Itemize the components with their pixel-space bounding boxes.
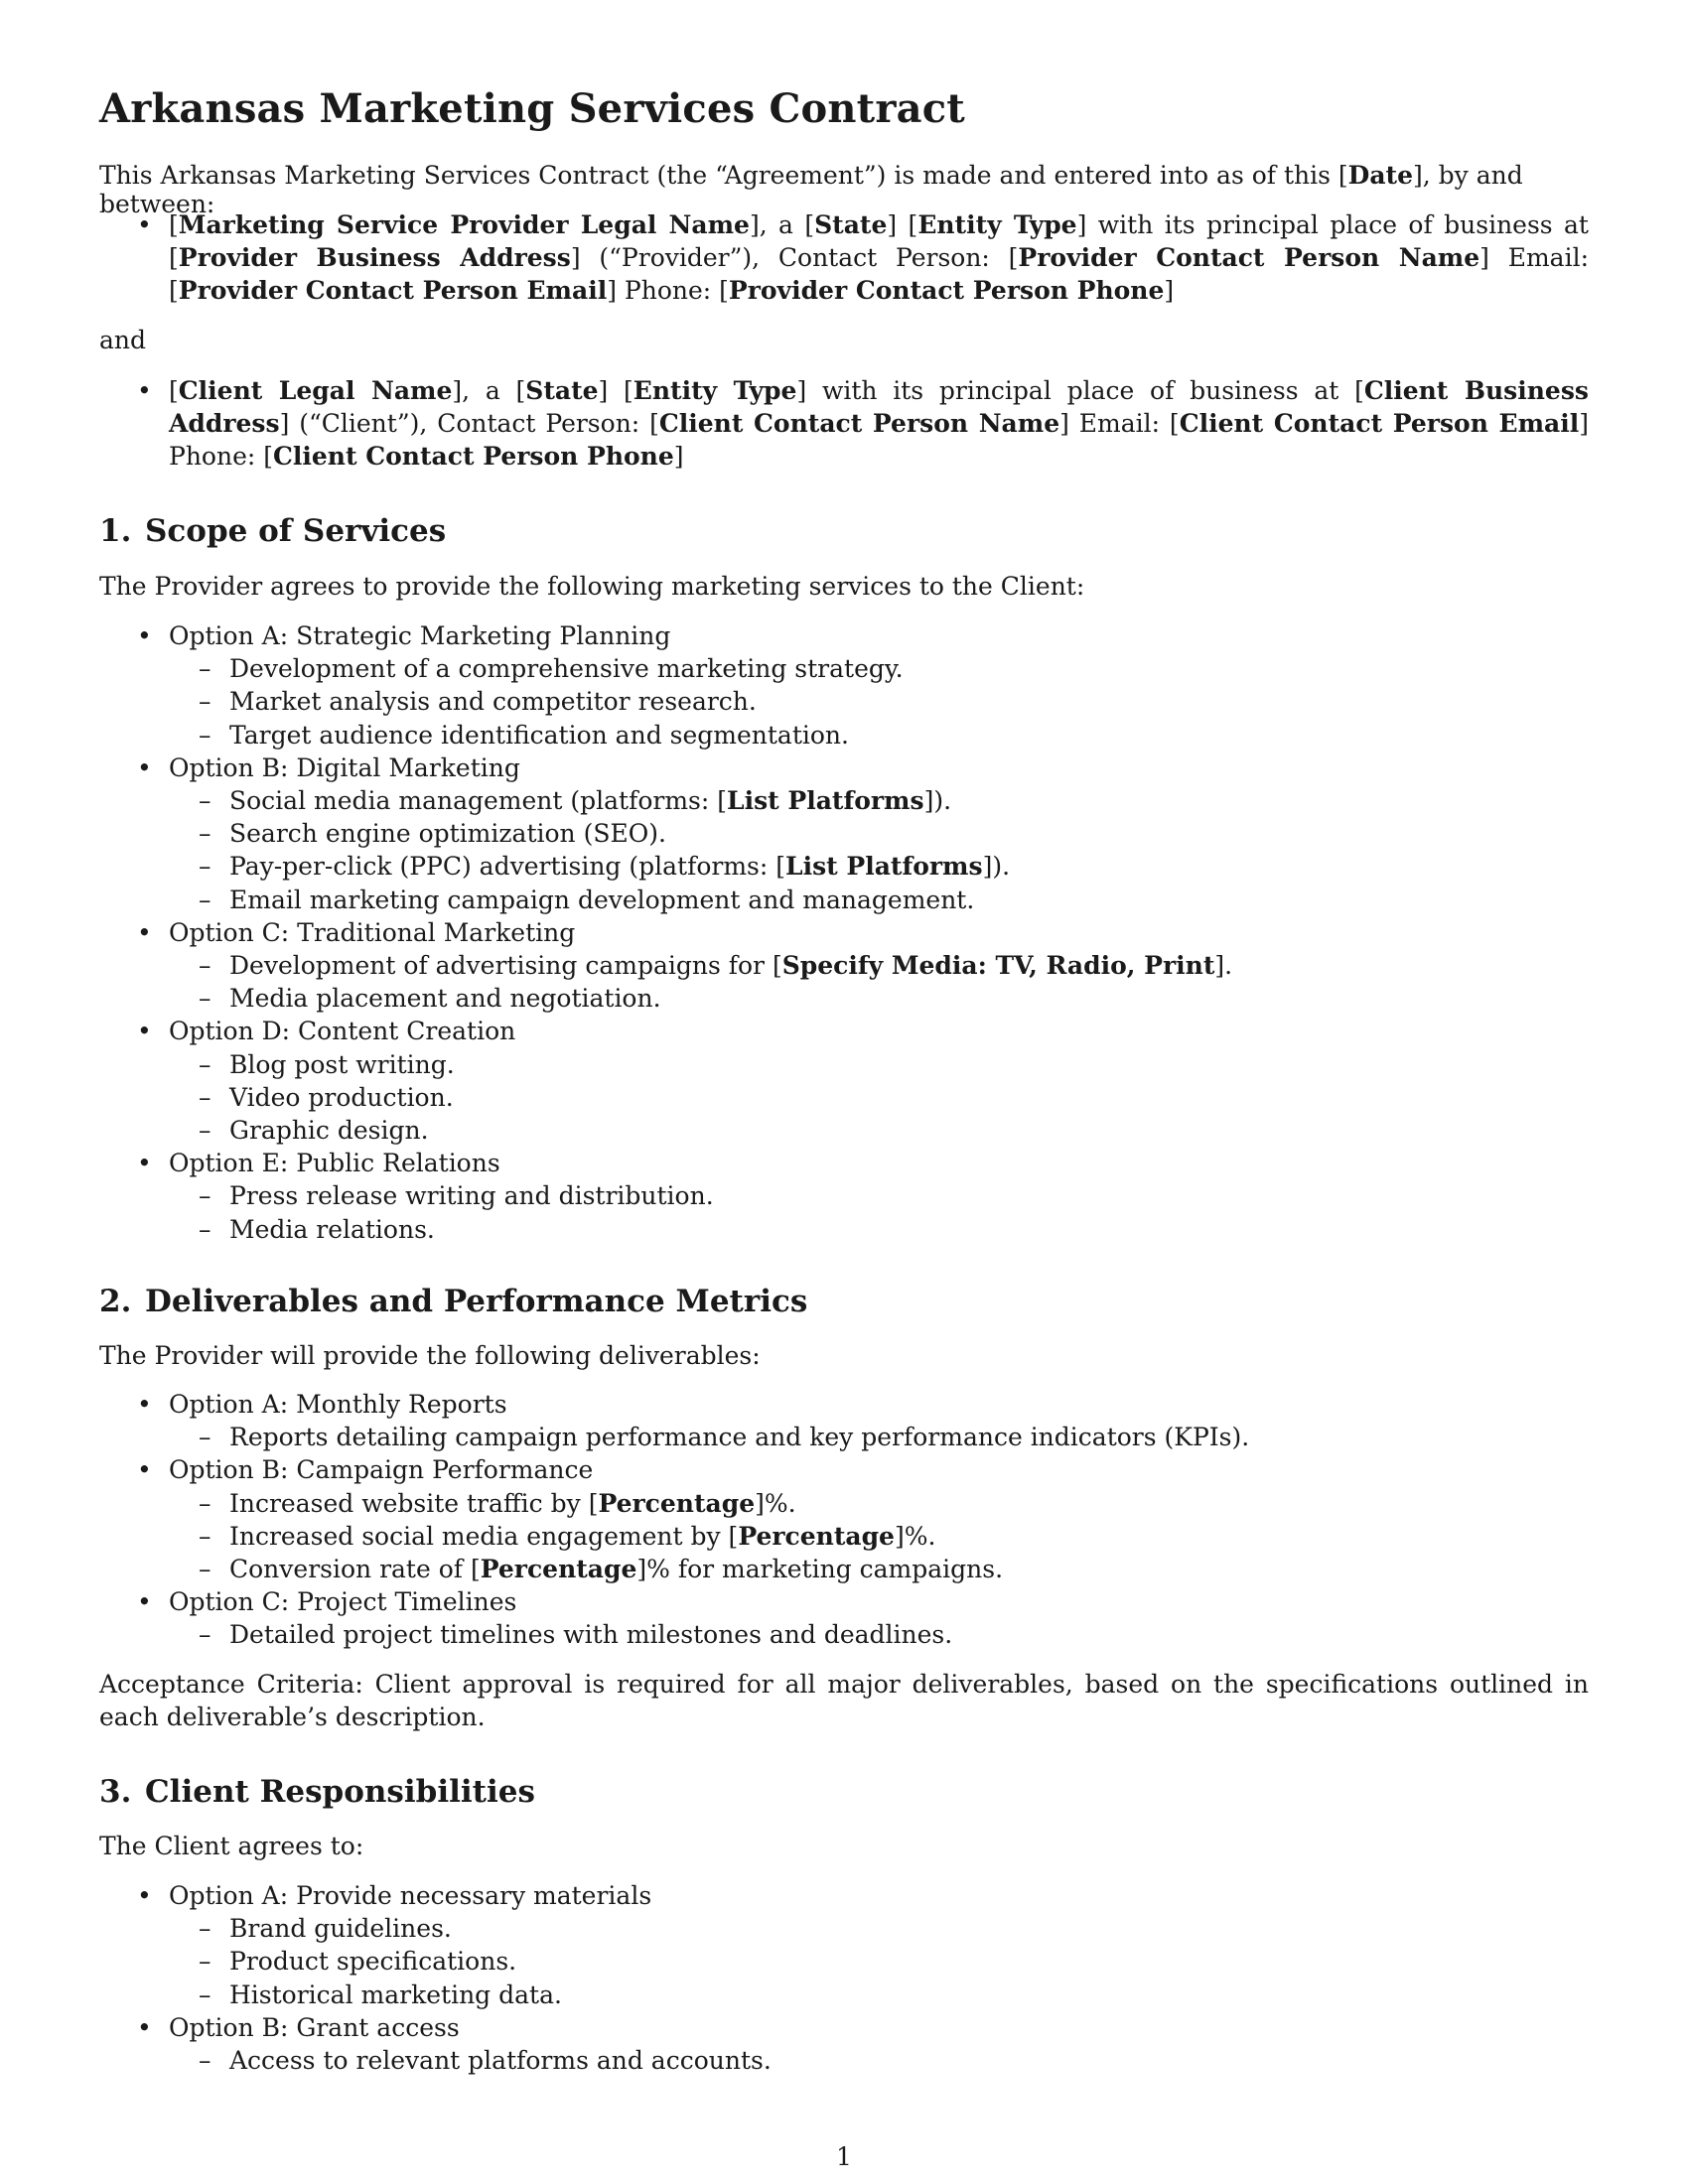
option-item: • Option A: Strategic Marketing Planning – Development of a comprehensive marketing strategy. – Market analysis and competitor research. – Target audience identification and segmentation. [99, 619, 1589, 751]
option-item: • Option B: Grant access – Access to relevant platforms and accounts. [99, 2011, 1589, 2077]
scope-options-list [99, 619, 1589, 1246]
sub-item: – Reports detailing campaign performance and key performance indicators (KPIs). [99, 1421, 1589, 1453]
client-party: • [Client Legal Name], a [State] [Entity Type] with its principal place of business at [Client Business Address] (“Client”), Contact Person: [Client Contact Person Name] Email: [Client Contact Person Email] Phone: [Client Contact Person Phone] [99, 374, 1589, 473]
sub-item: – Media relations. [99, 1213, 1589, 1246]
acceptance-criteria: Acceptance Criteria: Client approval is required for all major deliverables, based on the specifications outlined in each deliverable’s description. [99, 1670, 1589, 1731]
sub-item: – Historical marketing data. [99, 1979, 1589, 2011]
sub-item: – Pay-per-click (PPC) advertising (platforms: [List Platforms]). [99, 850, 1589, 883]
sub-item: – Social media management (platforms: [List Platforms]). [99, 784, 1589, 817]
option-item: • Option B: Digital Marketing – Social media management (platforms: [List Platforms]). – Search engine optimization (SEO). – Pay-per-click (PPC) advertising (platforms: [List Platforms]). – Email marketing campaign development and management. [99, 751, 1589, 916]
sub-item: – Increased website traffic by [Percentage]%. [99, 1487, 1589, 1520]
and-connector: and [99, 326, 147, 354]
option-item: • Option A: Provide necessary materials – Brand guidelines. – Product specifications. – Historical marketing data. [99, 1879, 1589, 2011]
client-party-list [99, 374, 1589, 473]
sub-item: – Increased social media engagement by [Percentage]%. [99, 1520, 1589, 1553]
sub-item: – Search engine optimization (SEO). [99, 817, 1589, 850]
sub-item: – Target audience identification and segmentation. [99, 719, 1589, 751]
option-item: • Option A: Monthly Reports – Reports detailing campaign performance and key performance indicators (KPIs). [99, 1388, 1589, 1453]
option-item: • Option E: Public Relations – Press release writing and distribution. – Media relations. [99, 1147, 1589, 1246]
sub-item: – Email marketing campaign development and management. [99, 884, 1589, 916]
sub-item: – Detailed project timelines with milestones and deadlines. [99, 1618, 1589, 1651]
sub-item: – Blog post writing. [99, 1048, 1589, 1081]
section-lead: The Client agrees to: [99, 1832, 364, 1860]
sub-item: – Press release writing and distribution. [99, 1179, 1589, 1212]
client-options-list [99, 1879, 1589, 2077]
document-title: Arkansas Marketing Services Contract [99, 85, 965, 132]
sub-item: – Media placement and negotiation. [99, 982, 1589, 1015]
page-number: 1 [836, 2142, 852, 2171]
option-item: • Option C: Traditional Marketing – Development of advertising campaigns for [Specify Media: TV, Radio, Print]. – Media placement and negotiation. [99, 916, 1589, 1016]
option-item: • Option C: Project Timelines – Detailed project timelines with milestones and deadlines. [99, 1585, 1589, 1651]
sub-item: – Development of a comprehensive marketing strategy. [99, 652, 1589, 685]
provider-party: • [Marketing Service Provider Legal Name], a [State] [Entity Type] with its principal place of business at [Provider Business Address] (“Provider”), Contact Person: [Provider Contact Person Name] Email: [Provider Contact Person Email] Phone: [Provider Contact Person Phone] [99, 208, 1589, 307]
provider-party-list [99, 208, 1589, 307]
section-heading-client-responsibilities: 3. Client Responsibilities [99, 1774, 535, 1810]
option-item: • Option D: Content Creation – Blog post writing. – Video production. – Graphic design. [99, 1015, 1589, 1147]
sub-item: – Brand guidelines. [99, 1912, 1589, 1945]
section-lead: The Provider will provide the following deliverables: [99, 1341, 761, 1370]
sub-item: – Graphic design. [99, 1114, 1589, 1147]
sub-item: – Market analysis and competitor research. [99, 685, 1589, 718]
deliverables-options-list [99, 1388, 1589, 1652]
section-heading-deliverables: 2. Deliverables and Performance Metrics [99, 1284, 808, 1319]
intro-paragraph: This Arkansas Marketing Services Contract (the “Agreement”) is made and entered into as of this [Date], by and between: [99, 161, 1523, 218]
sub-item: – Development of advertising campaigns for [Specify Media: TV, Radio, Print]. [99, 949, 1589, 982]
date-placeholder: Date [1347, 161, 1413, 190]
section-heading-scope: 1. Scope of Services [99, 513, 447, 549]
sub-item: – Conversion rate of [Percentage]% for marketing campaigns. [99, 1553, 1589, 1585]
sub-item: – Video production. [99, 1081, 1589, 1114]
option-item: • Option B: Campaign Performance – Increased website traffic by [Percentage]%. – Increased social media engagement by [Percentage]%. – Conversion rate of [Percentage]% for marketing campaigns. [99, 1453, 1589, 1585]
section-lead: The Provider agrees to provide the following marketing services to the Client: [99, 572, 1085, 601]
sub-item: – Access to relevant platforms and accounts. [99, 2044, 1589, 2077]
sub-item: – Product specifications. [99, 1945, 1589, 1978]
